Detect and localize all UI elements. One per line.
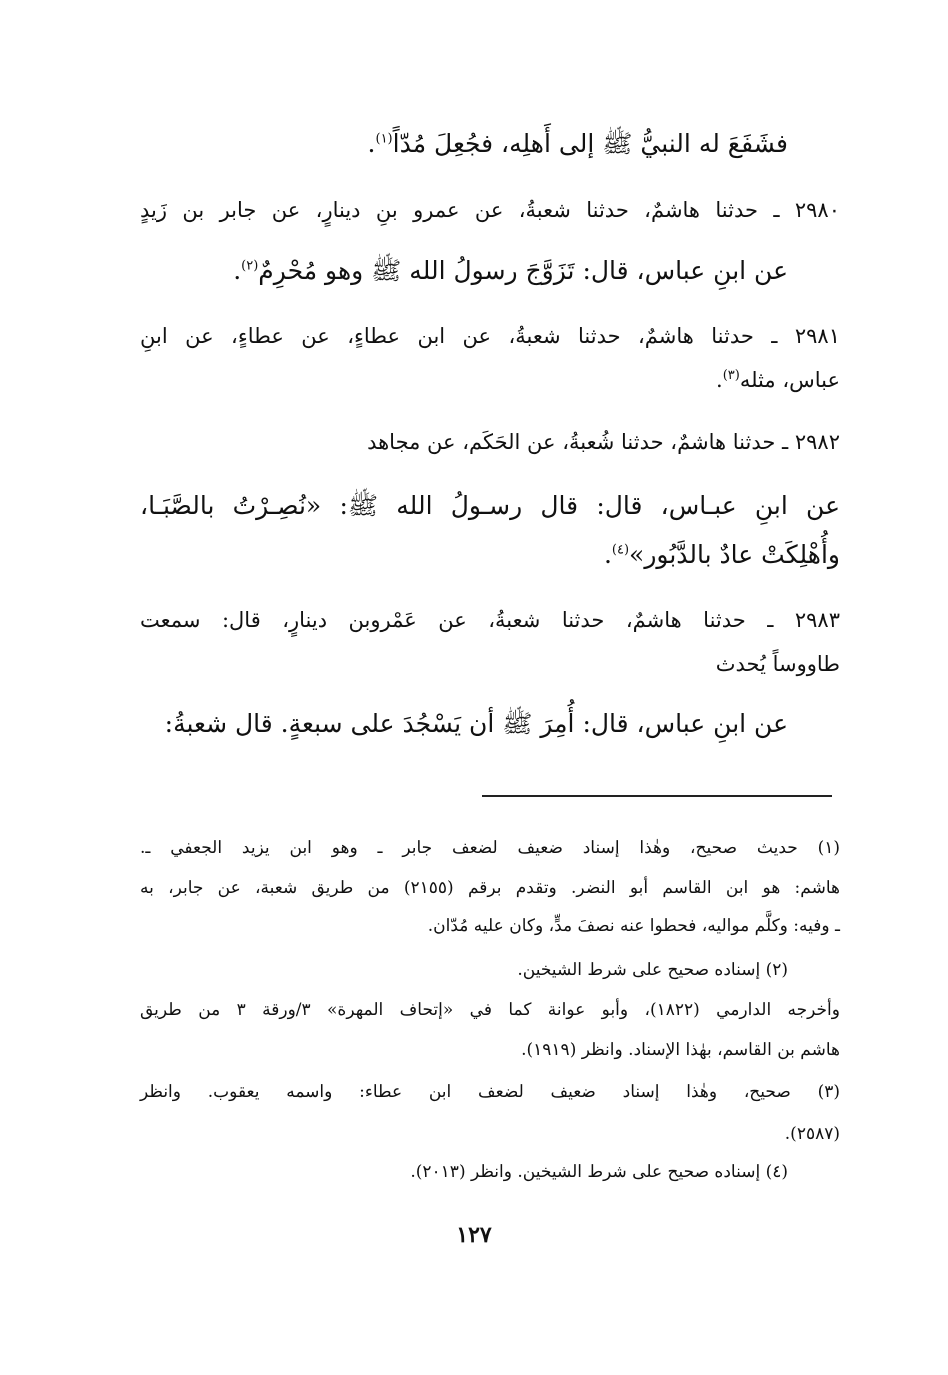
footnote-3-line-2: (٢٥٨٧). <box>784 1124 840 1144</box>
footnote-2-line-2: وأخرجه الدارمي (١٨٢٢)، وأبو عوانة كما في «إتحاف المهرة» ٣/ورقة ٣ من طريق <box>140 1000 840 1020</box>
footnote-ref-1: (١) <box>375 131 393 147</box>
main-line-1-end: . <box>367 129 376 158</box>
footnote-4: (٤) إسناده صحيح على شرط الشيخين. وانظر (٢٠١٣). <box>410 1162 788 1182</box>
hadith-2982-line-3-text: وأُهْلِكَتْ عادٌ بالدَّبُور» <box>629 540 840 569</box>
hadith-2981-line-2 <box>140 368 840 392</box>
hadith-2983-line-3: عن ابنِ عباس، قال: أُمِرَ ﷺ أن يَسْجُدَ على سبعةٍ. قال شعبةُ: <box>164 709 788 738</box>
main-line-1-text: فشَفَعَ له النبيُّ ﷺ إلى أَهلِه، فجُعِلَ مُدّاً <box>392 129 788 158</box>
hadith-2981-line-2-end: . <box>716 368 723 392</box>
footnote-1-line-2: هاشم: هو ابن القاسم أبو النضر. وتقدم برقم (٢١٥٥) من طريق شعبة، عن جابر، به <box>140 878 840 898</box>
hadith-2980-line-2 <box>140 255 788 292</box>
footnote-1-line-3: ـ وفيه: وكلَّم مواليه، فحطوا عنه نصفَ مدٍّ، وكان عليه مُدّان. <box>427 916 840 936</box>
footnote-3-line-1: (٣) صحيح، وهٰذا إسناد ضعيف لضعف ابن عطاء: واسمه يعقوب. وانظر <box>140 1082 840 1102</box>
hadith-2982-line-3 <box>140 540 840 569</box>
footnote-separator <box>482 795 832 797</box>
hadith-2981-line-1: ٢٩٨١ ـ حدثنا هاشمٌ، حدثنا شعبةُ، عن ابن عطاءٍ، عن عطاءٍ، عن ابنِ <box>140 324 840 348</box>
hadith-2982-line-1: ٢٩٨٢ ـ حدثنا هاشمٌ، حدثنا شُعبةُ، عن الحَكَم، عن مجاهد <box>367 430 840 454</box>
footnote-1-line-1: (١) حديث صحيح، وهٰذا إسناد ضعيف لضعف جابر ـ وهو ابن يزيد الجعفي ـ. <box>140 838 840 858</box>
footnote-2-line-3: هاشم بن القاسم، بهٰذا الإسناد. وانظر (١٩١٩). <box>521 1040 840 1060</box>
hadith-2981-line-2-text: عباس، مثله <box>739 368 840 392</box>
main-line-1 <box>140 128 788 165</box>
hadith-2983-line-2: طاووساً يُحدث <box>715 652 840 676</box>
footnote-ref-2: (٢) <box>241 258 259 274</box>
page-number: ١٢٧ <box>456 1222 492 1248</box>
hadith-2982-line-2: عن ابنِ عبـاس، قال: قال رسـولُ الله ﷺ: «نُصِـرْتُ بالصَّبَـا، <box>140 491 840 520</box>
footnote-ref-4: (٤) <box>611 542 630 558</box>
footnote-ref-3: (٣) <box>722 368 740 383</box>
footnote-2-line-1: (٢) إسناده صحيح على شرط الشيخين. <box>517 960 788 980</box>
hadith-2980-line-2-text: عن ابنِ عباس، قال: تَزَوَّجَ رسولُ الله ﷺ وهو مُحْرِمٌ <box>258 256 788 285</box>
hadith-2982-line-3-end: . <box>603 540 612 569</box>
hadith-2980-line-1: ٢٩٨٠ ـ حدثنا هاشمٌ، حدثنا شعبةُ، عن عمرو بنِ دينارٍ، عن جابر بن زَيدٍ <box>140 198 840 222</box>
hadith-2980-line-2-end: . <box>233 256 242 285</box>
hadith-2983-line-1: ٢٩٨٣ ـ حدثنا هاشمٌ، حدثنا شعبةُ، عن عَمْروبن دينارٍ، قال: سمعت <box>140 608 840 632</box>
